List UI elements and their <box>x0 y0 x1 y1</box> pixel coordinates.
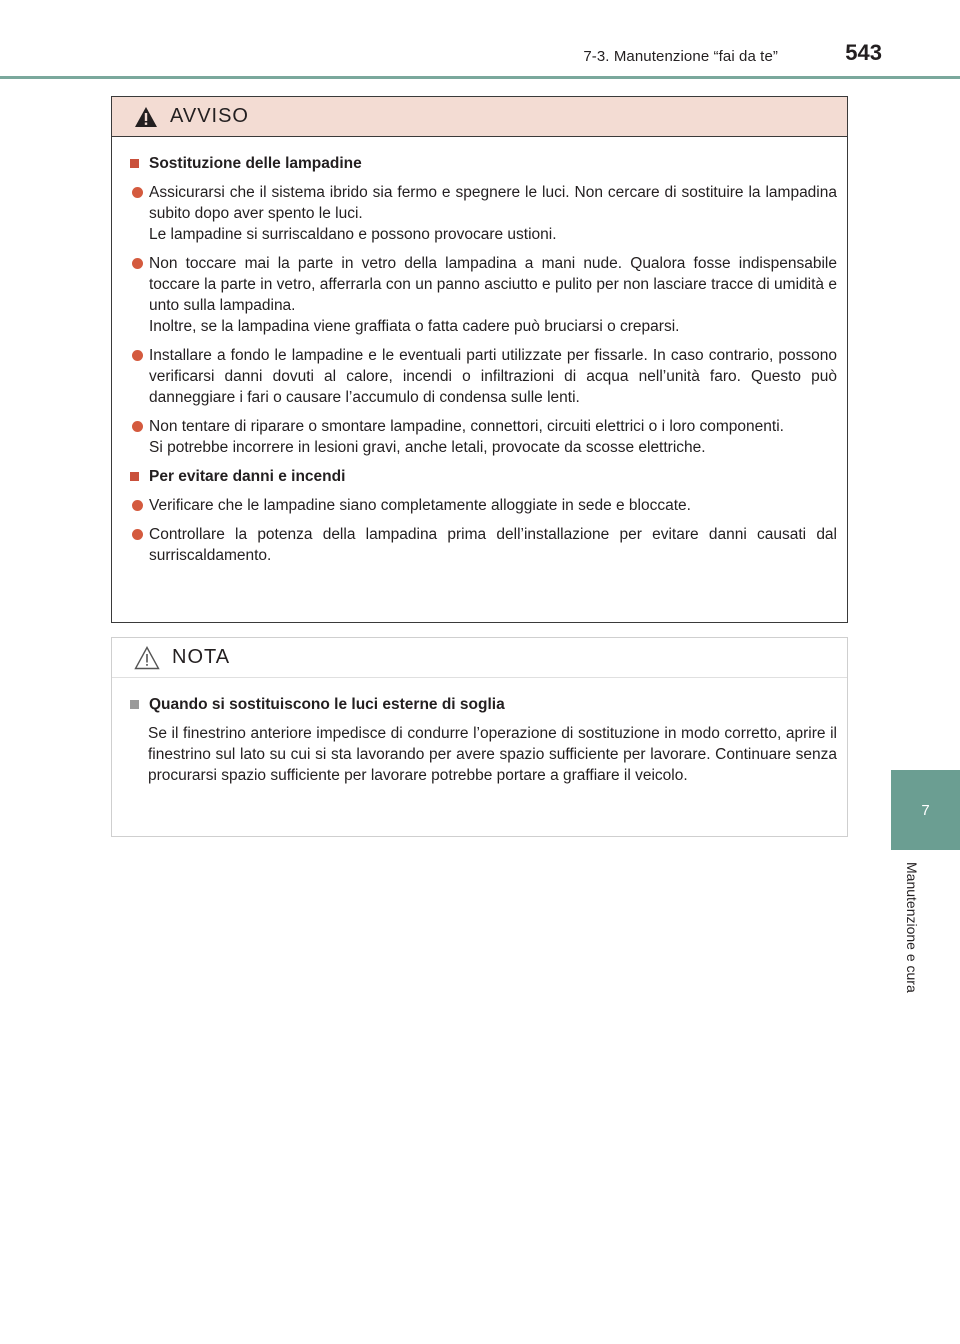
square-bullet-icon <box>130 472 139 481</box>
note-header <box>112 638 847 678</box>
round-bullet-icon <box>132 258 143 269</box>
caution-triangle-icon <box>134 646 160 670</box>
round-bullet-icon <box>132 421 143 432</box>
note-box <box>111 637 848 837</box>
list-item: Non tentare di riparare o smontare lampadine, connettori, circuiti elettrici o i loro componenti. Si potrebbe incorrere in lesioni gravi, anche letali, provocate da scosse elettriche. <box>130 416 837 458</box>
warning-title: AVVISO <box>170 105 249 127</box>
chapter-tab[interactable] <box>891 770 960 850</box>
warning-body <box>112 137 847 566</box>
warning-triangle-icon <box>134 106 158 128</box>
square-bullet-icon <box>130 700 139 709</box>
list-item: Installare a fondo le lampadine e le eventuali parti utilizzate per fissarle. In caso contrario, possono verificarsi danni dovuti al calore, incendi o infiltrazioni di acqua nell’unità faro. Questo può danneggiare i fari o causare l’accumulo di condensa sulle lenti. <box>130 345 837 408</box>
topic-heading: Sostituzione delle lampadine <box>130 153 837 174</box>
topic-heading: Quando si sostituiscono le luci esterne di soglia <box>130 694 837 715</box>
page-number: 543 <box>845 40 882 65</box>
list-item: Non toccare mai la parte in vetro della lampadina a mani nude. Qualora fosse indispensabile toccare la parte in vetro, afferrarla con un panno asciutto e pulito per non lasciare tracce di umidità e unto sulla lampadina. Inoltre, se la lampadina viene graffiata o fatta cadere può bruciarsi o creparsi. <box>130 253 837 337</box>
note-body <box>112 678 847 786</box>
running-header: 7-3. Manutenzione “fai da te” <box>583 48 778 65</box>
warning-header <box>112 97 847 137</box>
round-bullet-icon <box>132 350 143 361</box>
square-bullet-icon <box>130 159 139 168</box>
note-paragraph: Se il finestrino anteriore impedisce di condurre l’operazione di sostituzione in modo corretto, aprire il finestrino sul lato su cui si sta lavorando per avere spazio sufficiente per lavorare. Continuare senza procurarsi spazio sufficiente per lavorare potrebbe portare a graffiare il veicolo. <box>148 725 837 784</box>
round-bullet-icon <box>132 529 143 540</box>
topic-heading: Per evitare danni e incendi <box>130 466 837 487</box>
chapter-title: Manutenzione e cura <box>904 862 920 993</box>
list-item: Controllare la potenza della lampadina prima dell’installazione per evitare danni causati dal surriscaldamento. <box>130 524 837 566</box>
list-item: Verificare che le lampadine siano completamente alloggiate in sede e bloccate. <box>130 495 837 516</box>
list-item: Assicurarsi che il sistema ibrido sia fermo e spegnere le luci. Non cercare di sostituire la lampadina subito dopo aver spento le luci. Le lampadine si surriscaldano e possono provocare ustioni. <box>130 182 837 245</box>
round-bullet-icon <box>132 500 143 511</box>
round-bullet-icon <box>132 187 143 198</box>
header-rule <box>0 76 960 79</box>
warning-box <box>111 96 848 623</box>
note-title: NOTA <box>172 646 231 668</box>
chapter-number: 7 <box>921 801 930 819</box>
